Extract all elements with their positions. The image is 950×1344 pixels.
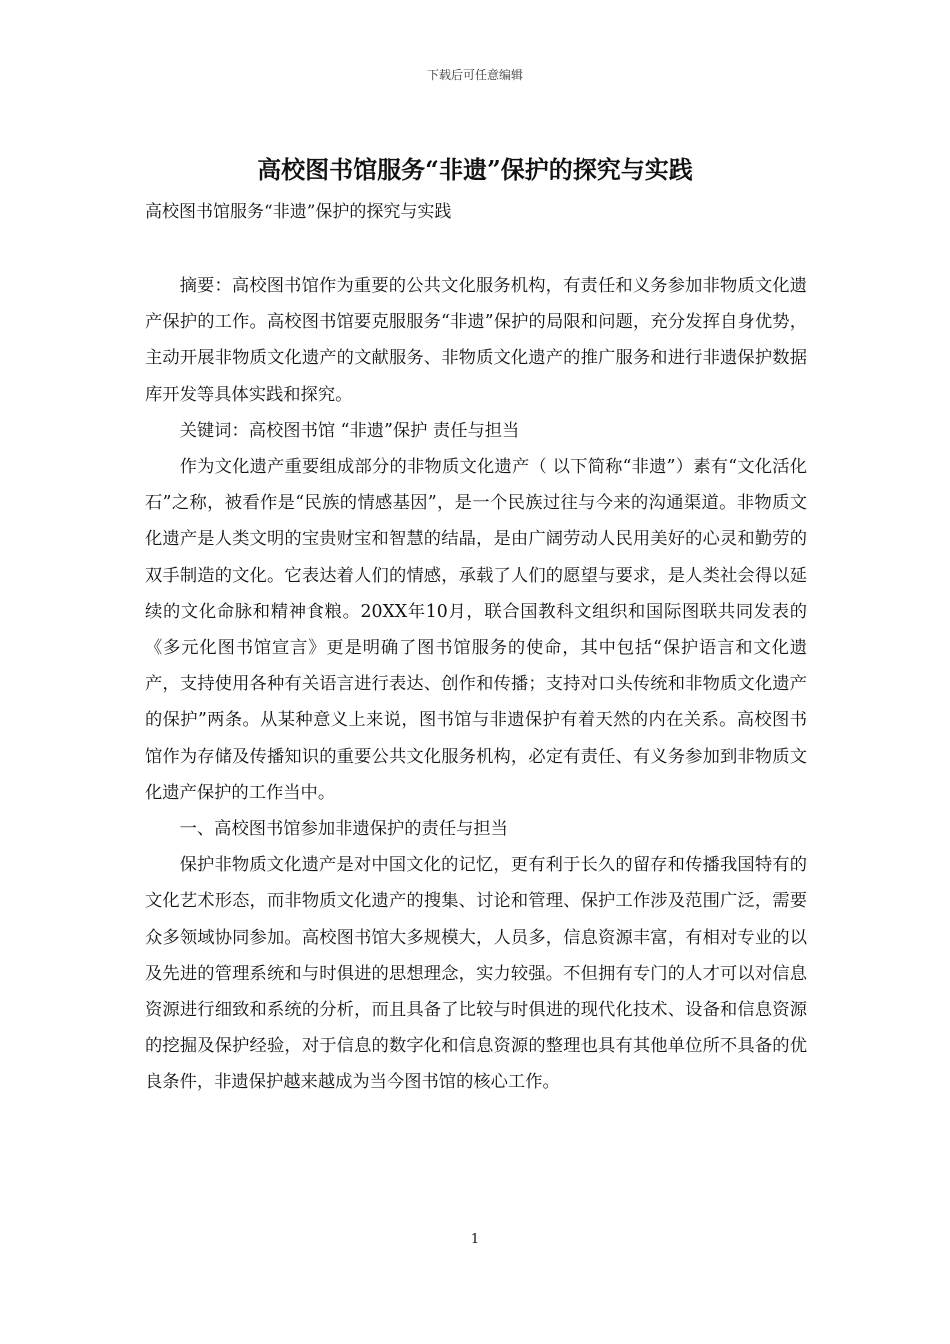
document-subtitle: 高校图书馆服务“非遗”保护的探究与实践 bbox=[145, 202, 452, 222]
document-title: 高校图书馆服务“非遗”保护的探究与实践 bbox=[257, 155, 693, 184]
page-number: 1 bbox=[470, 1232, 480, 1247]
abstract-paragraph: 摘要：高校图书馆作为重要的公共文化服务机构，有责任和义务参加非物质文化遗产保护的工作。高校图书馆要克服服务“非遗”保护的局限和问题，充分发挥自身优势，主动开展非物质文化遗产的文献服务、非物质文化遗产的推广服务和进行非遗保护数据库开发等具体实践和探究。 bbox=[145, 276, 807, 405]
document-body bbox=[145, 268, 807, 1101]
section-paragraph: 保护非物质文化遗产是对中国文化的记忆，更有利于长久的留存和传播我国特有的文化艺术形态，而非物质文化遗产的搜集、讨论和管理、保护工作涉及范围广泛，需要众多领域协同参加。高校图书馆大多规模大，人员多，信息资源丰富，有相对专业的以及先进的管理系统和与时俱进的思想理念，实力较强。不但拥有专门的人才可以对信息资源进行细致和系统的分析，而且具备了比较与时俱进的现代化技术、设备和信息资源的挖掘及保护经验，对于信息的数字化和信息资源的整理也具有其他单位所不具备的优良条件，非遗保护越来越成为当今图书馆的核心工作。 bbox=[145, 855, 807, 1093]
intro-paragraph: 作为文化遗产重要组成部分的非物质文化遗产（ 以下简称“非遗”）素有“文化活化石”之称，被看作是“民族的情感基因”，是一个民族过往与今来的沟通渠道。非物质文化遗产是人类文明的宝贵财宝和智慧的结晶，是由广阔劳动人民用美好的心灵和勤劳的双手制造的文化。它表达着人们的情感，承载了人们的愿望与要求，是人类社会得以延续的文化命脉和精神食粮。20XX年10月，联合国教科文组织和国际图联共同发表的《多元化图书馆宣言》更是明确了图书馆服务的使命，其中包括“保护语言和文化遗产，支持使用各种有关语言进行表达、创作和传播；支持对口头传统和非物质文化遗产的保护”两条。从某种意义上来说，图书馆与非遗保护有着天然的内在关系。高校图书馆作为存储及传播知识的重要公共文化服务机构，必定有责任、有义务参加到非物质文化遗产保护的工作当中。 bbox=[145, 457, 807, 803]
section-heading: 一、高校图书馆参加非遗保护的责任与担当 bbox=[179, 819, 508, 840]
header-note: 下载后可任意编辑 bbox=[426, 68, 523, 82]
keywords-paragraph: 关键词：高校图书馆 “非遗”保护 责任与担当 bbox=[179, 420, 520, 441]
